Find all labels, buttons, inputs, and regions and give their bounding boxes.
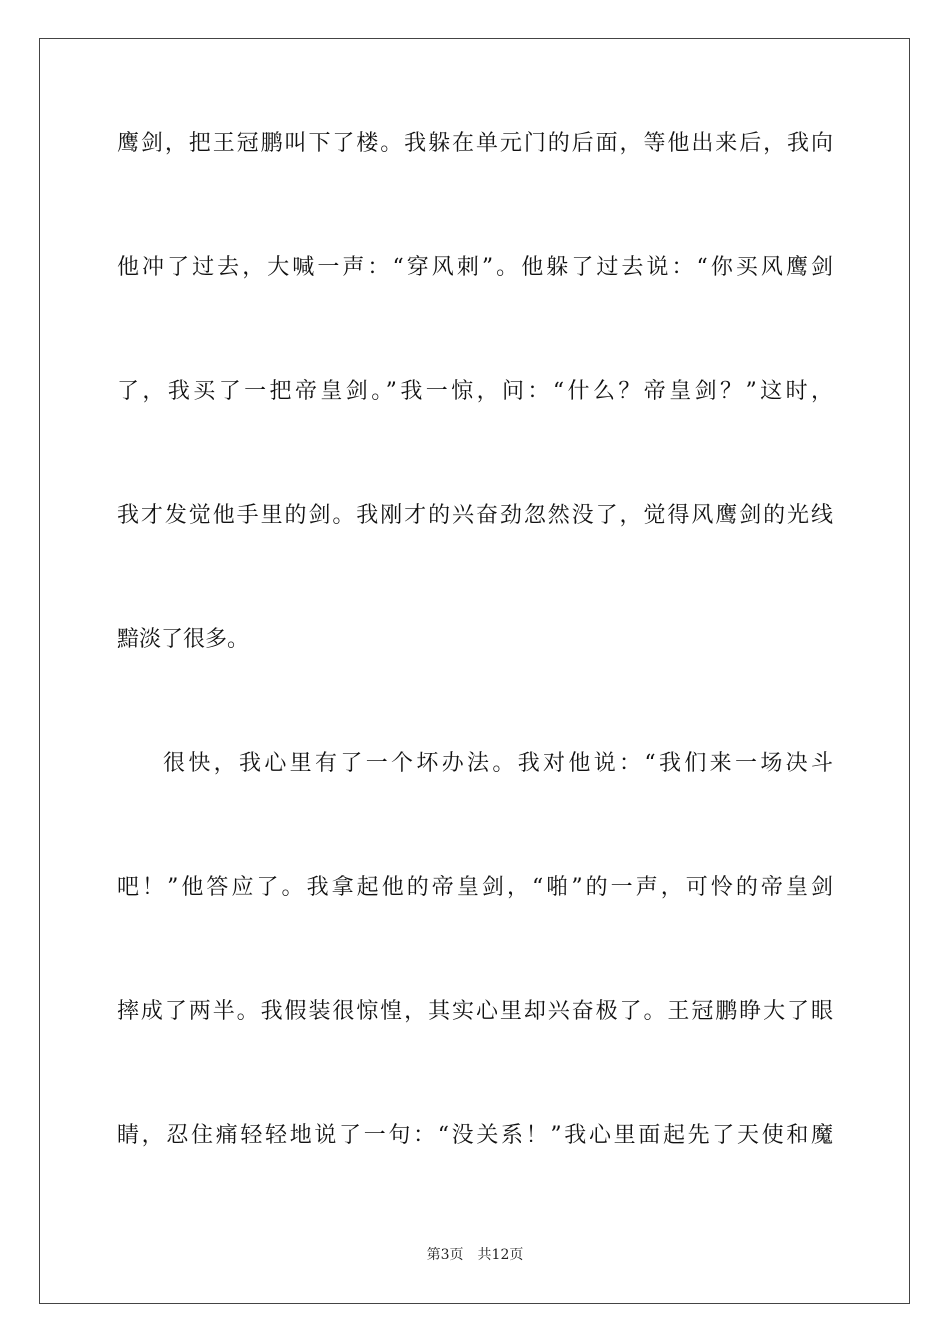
text-line: 摔成了两半。我假装很惊惶，其实心里却兴奋极了。王冠鹏睁大了眼 [117,999,833,1024]
page-footer [0,1245,950,1265]
page-number: 第3页 [426,1247,464,1263]
text-line: 了，我买了一把帝皇剑。”我一惊，问：“什么？帝皇剑？”这时， [117,379,833,404]
text-line: 鹰剑，把王冠鹏叫下了楼。我躲在单元门的后面，等他出来后，我向 [117,131,833,156]
text-line: 吧！”他答应了。我拿起他的帝皇剑，“啪”的一声，可怜的帝皇剑 [117,875,833,900]
page-frame [39,38,910,1304]
text-line: 他冲了过去，大喊一声：“穿风刺”。他躲了过去说：“你买风鹰剑 [117,255,833,280]
page-total: 共12页 [477,1247,524,1263]
text-line-paragraph-start: 很快，我心里有了一个坏办法。我对他说：“我们来一场决斗 [163,751,833,776]
text-line: 睛，忍住痛轻轻地说了一句：“没关系！”我心里面起先了天使和魔 [117,1123,833,1148]
text-line: 我才发觉他手里的剑。我刚才的兴奋劲忽然没了，觉得风鹰剑的光线 [117,503,833,528]
text-line: 黯淡了很多。 [117,627,250,652]
